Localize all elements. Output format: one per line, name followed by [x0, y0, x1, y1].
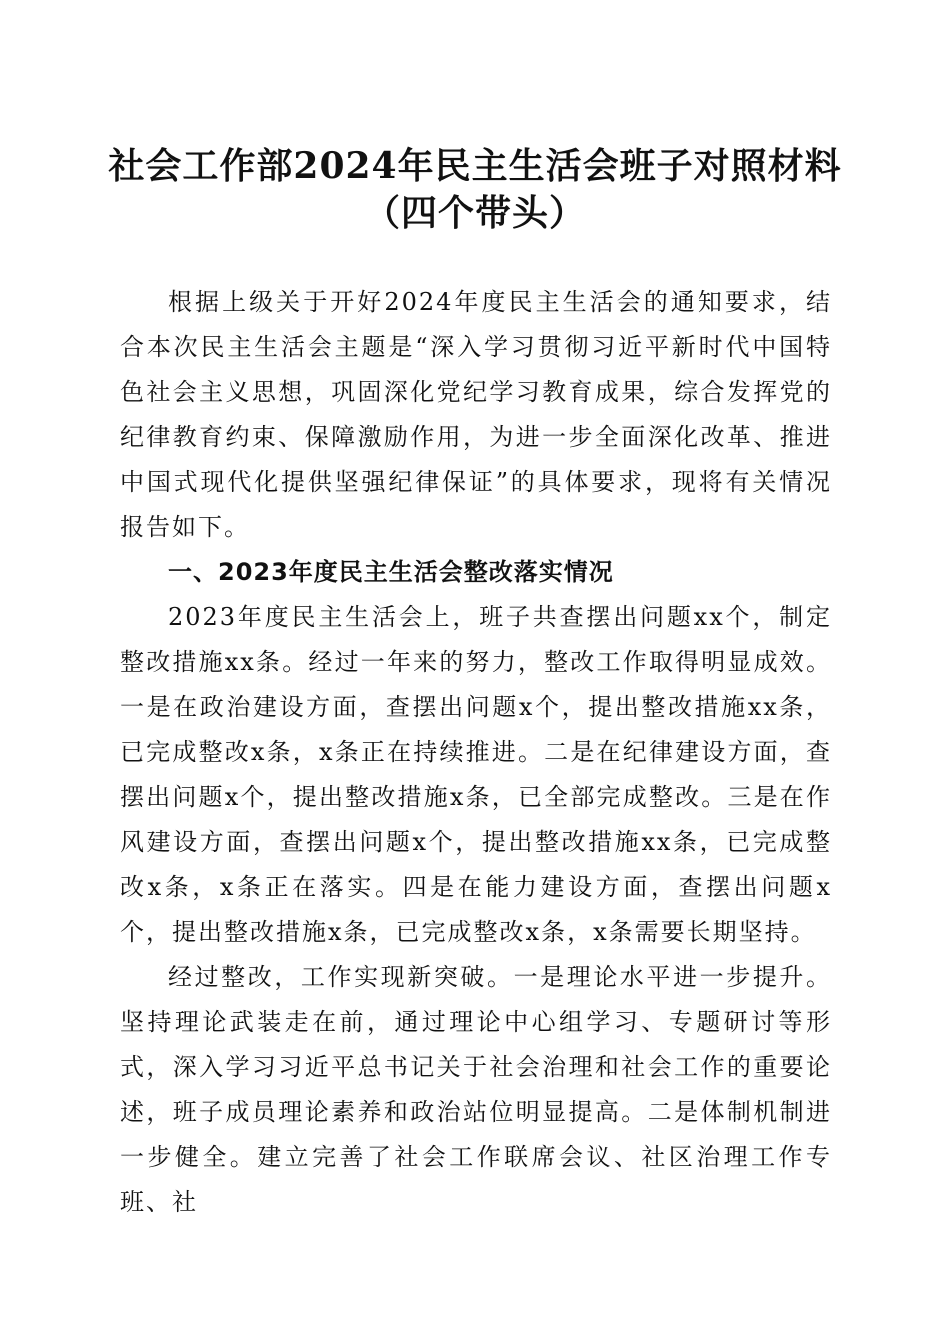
document-body: [120, 280, 832, 1225]
intro-paragraph: 根据上级关于开好2024年度民主生活会的通知要求，结合本次民主生活会主题是“深入学习贯彻习近平新时代中国特色社会主义思想，巩固深化党纪学习教育成果，综合发挥党的纪律教育约束、保障激励作用，为进一步全面深化改革、推进中国式现代化提供坚强纪律保证”的具体要求，现将有关情况报告如下。: [120, 288, 832, 541]
results-paragraph: 经过整改，工作实现新突破。一是理论水平进一步提升。坚持理论武装走在前，通过理论中心组学习、专题研讨等形式，深入学习习近平总书记关于社会治理和社会工作的重要论述，班子成员理论素养和政治站位明显提高。二是体制机制进一步健全。建立完善了社会工作联席会议、社区治理工作专班、社: [120, 963, 832, 1216]
document-subtitle: （四个带头）: [363, 192, 586, 234]
section-heading-1: 一、2023年度民主生活会整改落实情况: [168, 558, 614, 586]
document-title: 社会工作部2024年民主生活会班子对照材料: [108, 145, 842, 187]
rectification-paragraph: 2023年度民主生活会上，班子共查摆出问题xx个，制定整改措施xx条。经过一年来的努力，整改工作取得明显成效。一是在政治建设方面，查摆出问题x个，提出整改措施xx条，已完成整改x条，x条正在持续推进。二是在纪律建设方面，查摆出问题x个，提出整改措施x条，已全部完成整改。三是在作风建设方面，查摆出问题x个，提出整改措施xx条，已完成整改x条，x条正在落实。四是在能力建设方面，查摆出问题x个，提出整改措施x条，已完成整改x条，x条需要长期坚持。: [120, 603, 832, 946]
